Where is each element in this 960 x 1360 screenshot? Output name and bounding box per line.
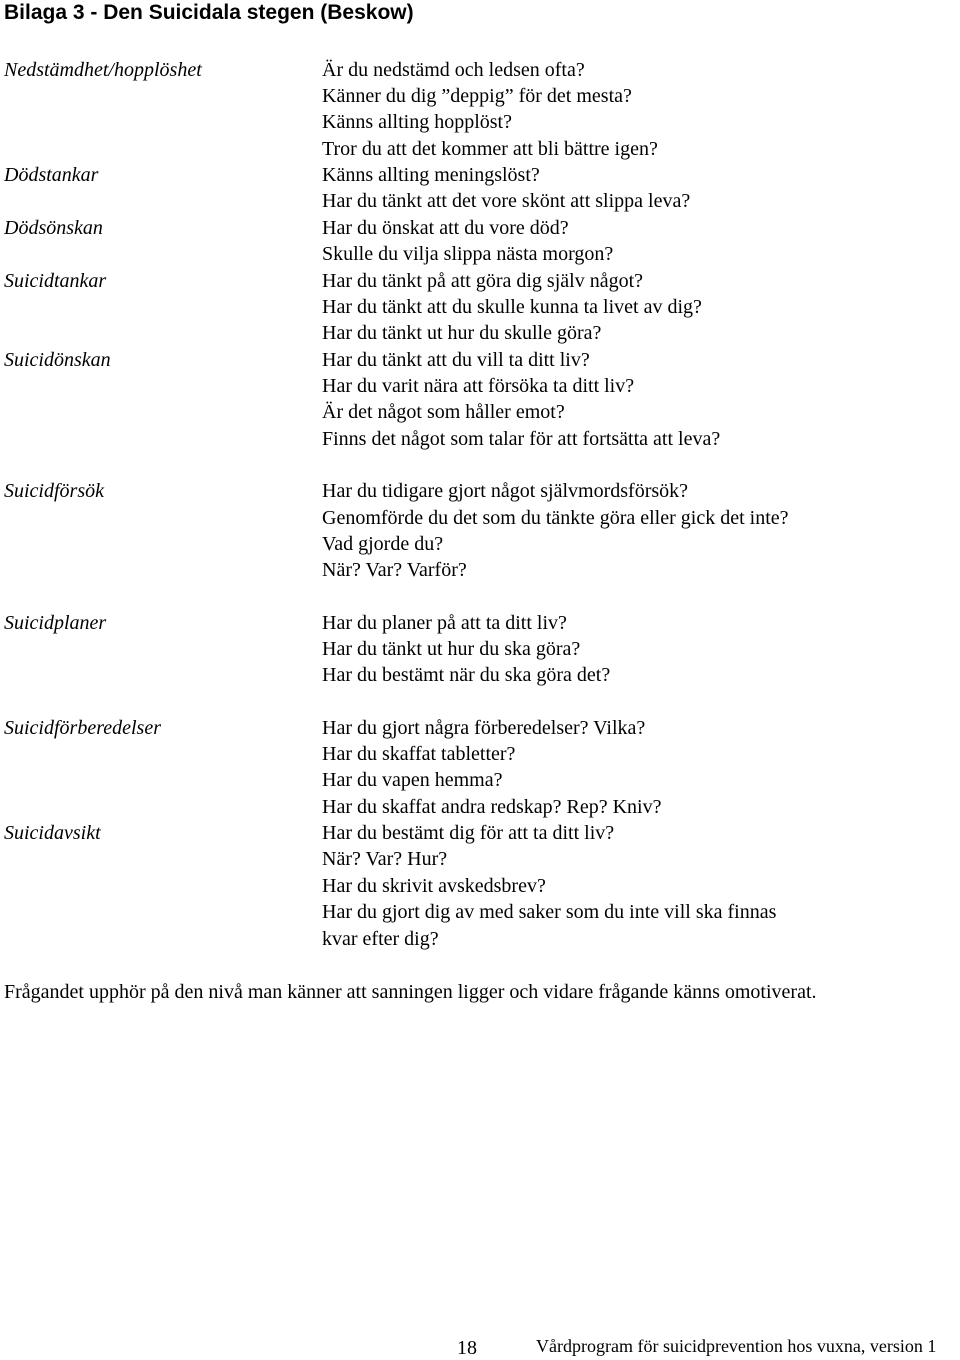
question-line: Är du nedstämd och ledsen ofta? (322, 59, 585, 81)
question-line: Har du tänkt att du vill ta ditt liv? (322, 349, 590, 371)
question-line: Skulle du vilja slippa nästa morgon? (322, 243, 614, 265)
question-line: Har du önskat att du vore död? (322, 217, 569, 239)
stage-label: Suicidförberedelser (4, 717, 162, 739)
question-line: Har du tänkt ut hur du ska göra? (322, 638, 581, 660)
question-line: Har du gjort dig av med saker som du inte vill ska finnas (322, 901, 777, 923)
stage-label: Suicidförsök (4, 480, 104, 502)
question-line: Känner du dig ”deppig” för det mesta? (322, 85, 632, 107)
stage-label: Suicidplaner (4, 612, 107, 634)
page-number: 18 (457, 1337, 477, 1359)
question-line: Har du skaffat andra redskap? Rep? Kniv? (322, 796, 662, 818)
closing-note: Frågandet upphör på den nivå man känner att sanningen ligger och vidare frågande känns omotiverat. (4, 981, 817, 1003)
question-line: Vad gjorde du? (322, 533, 444, 555)
question-line: Har du gjort några förberedelser? Vilka? (322, 717, 646, 739)
stage-label: Nedstämdhet/hopplöshet (4, 59, 202, 81)
question-line: Finns det något som talar för att fortsätta att leva? (322, 428, 721, 450)
question-line: Känns allting hopplöst? (322, 111, 512, 133)
question-line: Har du vapen hemma? (322, 769, 503, 791)
question-line: Har du bestämt dig för att ta ditt liv? (322, 822, 615, 844)
question-line: Har du varit nära att försöka ta ditt liv? (322, 375, 635, 397)
question-line: Har du skrivit avskedsbrev? (322, 875, 546, 897)
question-line: Har du tänkt att du skulle kunna ta livet av dig? (322, 296, 702, 318)
footer-program-title: Vårdprogram för suicidprevention hos vuxna, version 1 (536, 1336, 937, 1356)
question-line: Har du bestämt när du ska göra det? (322, 664, 611, 686)
question-line: kvar efter dig? (322, 928, 439, 950)
question-line: Har du skaffat tabletter? (322, 743, 516, 765)
stage-label: Dödstankar (4, 164, 99, 186)
stage-label: Suicidtankar (4, 270, 107, 292)
page-title: Bilaga 3 - Den Suicidala stegen (Beskow) (4, 1, 414, 24)
question-line: Har du planer på att ta ditt liv? (322, 612, 567, 634)
question-line: Känns allting meningslöst? (322, 164, 540, 186)
question-line: Är det något som håller emot? (322, 401, 565, 423)
stage-label: Suicidönskan (4, 349, 111, 371)
question-line: Genomförde du det som du tänkte göra eller gick det inte? (322, 507, 789, 529)
question-line: Har du tänkt att det vore skönt att slippa leva? (322, 190, 691, 212)
question-line: När? Var? Hur? (322, 848, 448, 870)
question-line: Tror du att det kommer att bli bättre igen? (322, 138, 658, 160)
question-line: Har du tänkt på att göra dig själv något? (322, 270, 644, 292)
stage-label: Dödsönskan (4, 217, 103, 239)
question-line: Har du tänkt ut hur du skulle göra? (322, 322, 602, 344)
question-line: När? Var? Varför? (322, 559, 467, 581)
stage-label: Suicidavsikt (4, 822, 101, 844)
question-line: Har du tidigare gjort något självmordsförsök? (322, 480, 689, 502)
